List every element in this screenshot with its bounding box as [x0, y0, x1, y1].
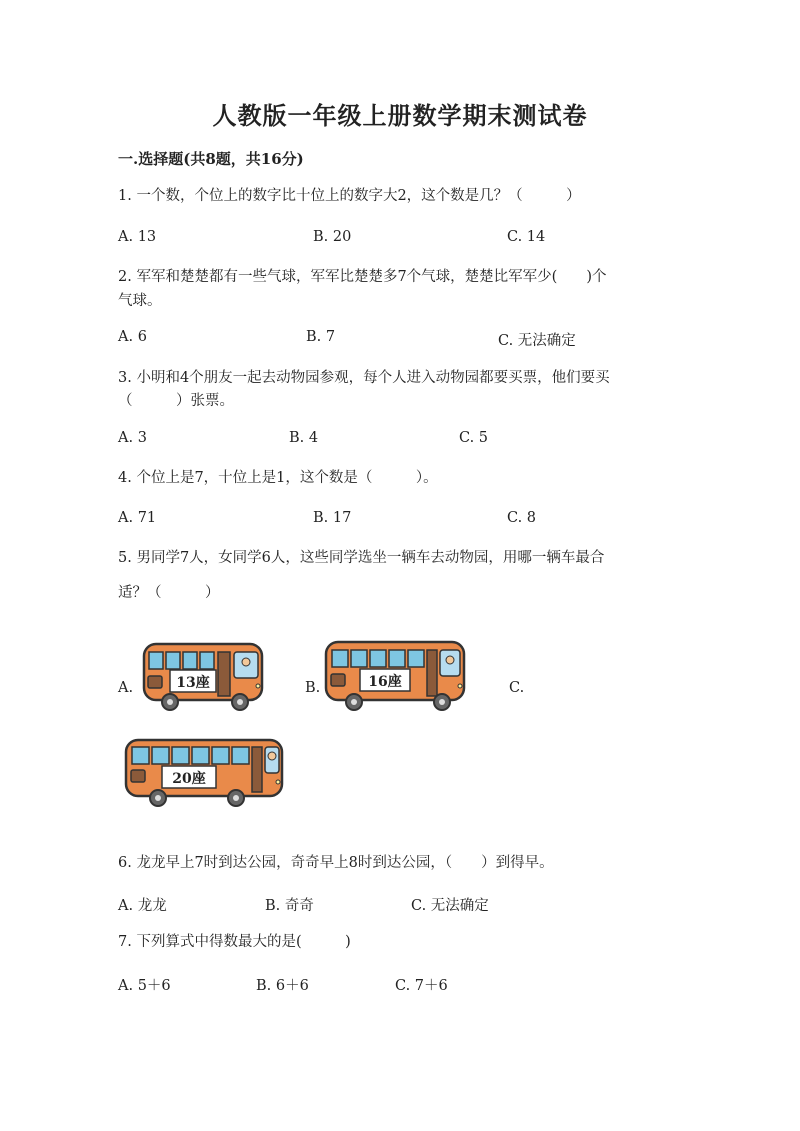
question-3-text-cont: （ ）张票。	[118, 393, 234, 409]
q1-option-a[interactable]: A. 13	[118, 229, 157, 245]
q2-option-a[interactable]: A. 6	[118, 329, 147, 345]
q3-option-b[interactable]: B. 4	[289, 430, 319, 446]
question-2-text: 2. 军军和楚楚都有一些气球，军军比楚楚多7个气球，楚楚比军军少( )个	[118, 269, 607, 285]
question-7-text: 7. 下列算式中得数最大的是( )	[118, 934, 351, 950]
bus-label-16: 16座	[368, 674, 402, 690]
bus-20-seat-image[interactable]	[122, 736, 288, 812]
question-3-text: 3. 小明和4个朋友一起去动物园参观，每个人进入动物园都要买票，他们要买	[118, 370, 610, 386]
question-5-text-cont: 适？（ ）	[118, 585, 220, 601]
bus-16-seat-image[interactable]	[322, 638, 472, 716]
q5-option-a[interactable]: A.	[118, 680, 134, 696]
q7-option-c[interactable]: C. 7＋6	[395, 978, 448, 994]
q6-option-a[interactable]: A. 龙龙	[118, 898, 167, 914]
q5-option-c[interactable]: C.	[509, 680, 525, 696]
q4-option-a[interactable]: A. 71	[118, 510, 157, 526]
q7-option-a[interactable]: A. 5＋6	[118, 978, 171, 994]
question-6-text: 6. 龙龙早上7时到达公园，奇奇早上8时到达公园，（ ）到得早。	[118, 855, 554, 871]
q1-option-c[interactable]: C. 14	[507, 229, 546, 245]
question-5-text: 5. 男同学7人，女同学6人，这些同学选坐一辆车去动物园，用哪一辆车最合	[118, 550, 605, 566]
bus-label-13: 13座	[176, 675, 210, 691]
q7-option-b[interactable]: B. 6＋6	[256, 978, 309, 994]
question-4-text: 4. 个位上是7，十位上是1，这个数是（ ）。	[118, 470, 438, 486]
bus-13-seat-image[interactable]	[140, 640, 270, 716]
question-2-text-cont: 气球。	[118, 293, 162, 309]
q2-option-b[interactable]: B. 7	[306, 329, 336, 345]
q1-option-b[interactable]: B. 20	[313, 229, 352, 245]
q6-option-c[interactable]: C. 无法确定	[411, 898, 489, 914]
page-title: 人教版一年级上册数学期末测试卷	[212, 101, 588, 130]
q4-option-b[interactable]: B. 17	[313, 510, 352, 526]
q3-option-c[interactable]: C. 5	[459, 430, 489, 446]
q3-option-a[interactable]: A. 3	[118, 430, 147, 446]
q4-option-c[interactable]: C. 8	[507, 510, 537, 526]
q5-option-b[interactable]: B.	[305, 680, 321, 696]
q2-option-c[interactable]: C. 无法确定	[498, 333, 576, 349]
q6-option-b[interactable]: B. 奇奇	[265, 898, 314, 914]
section-heading: 一.选择题(共8题，共16分)	[118, 150, 304, 168]
question-1-text: 1. 一个数，个位上的数字比十位上的数字大2，这个数是几？（ ）	[118, 188, 581, 204]
bus-label-20: 20座	[172, 771, 206, 787]
